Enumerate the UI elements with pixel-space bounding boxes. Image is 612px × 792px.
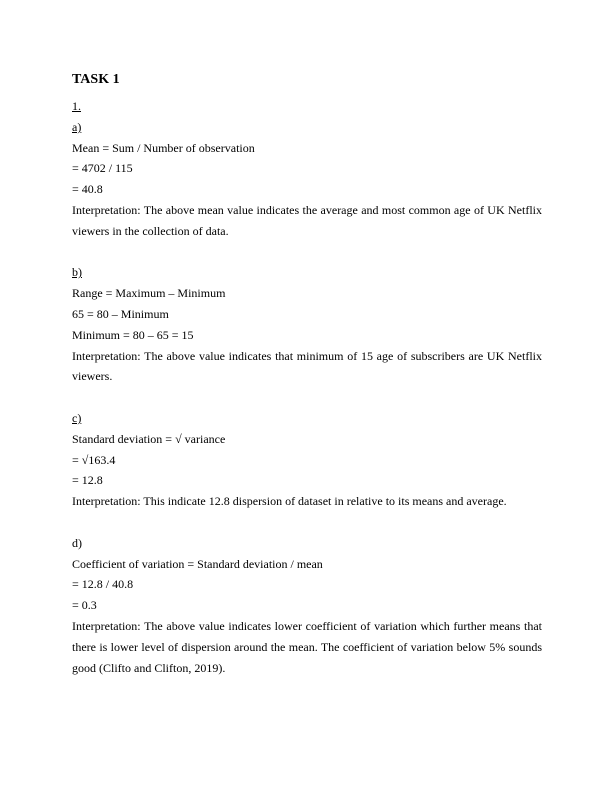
section-d-interpretation: Interpretation: The above value indicates lower coefficient of variation which further means that there is lower level of dispersion around the mean. The coefficient of variation below 5% sounds good (Clifto and Clifton, 2019). bbox=[72, 618, 542, 675]
document-page bbox=[72, 70, 542, 678]
section-c-step-1: = √163.4 bbox=[72, 452, 116, 467]
spacer bbox=[72, 387, 542, 408]
section-b-step-1: 65 = 80 – Minimum bbox=[72, 306, 169, 321]
section-c-interpretation: Interpretation: This indicate 12.8 dispersion of dataset in relative to its means and average. bbox=[72, 494, 507, 509]
section-d-result: = 0.3 bbox=[72, 598, 97, 613]
section-a-label: a) bbox=[72, 119, 82, 134]
section-c-formula: Standard deviation = √ variance bbox=[72, 431, 226, 446]
section-b-interpretation: Interpretation: The above value indicates that minimum of 15 age of subscribers are UK Netflix viewers. bbox=[72, 348, 542, 384]
section-d-label: d) bbox=[72, 535, 82, 550]
section-a-formula: Mean = Sum / Number of observation bbox=[72, 140, 255, 155]
section-b-result: Minimum = 80 – 65 = 15 bbox=[72, 327, 194, 342]
section-b-label: b) bbox=[72, 265, 82, 280]
spacer bbox=[72, 512, 542, 533]
section-a-step-1: = 4702 / 115 bbox=[72, 161, 133, 176]
section-d-formula: Coefficient of variation = Standard deviation / mean bbox=[72, 556, 323, 571]
section-a-result: = 40.8 bbox=[72, 182, 103, 197]
section-a-interpretation: Interpretation: The above mean value indicates the average and most common age of UK Netflix viewers in the collection of data. bbox=[72, 202, 542, 238]
spacer bbox=[72, 242, 542, 263]
question-number: 1. bbox=[72, 99, 81, 113]
task-heading: TASK 1 bbox=[72, 72, 120, 87]
section-c-result: = 12.8 bbox=[72, 473, 103, 488]
section-d-step-1: = 12.8 / 40.8 bbox=[72, 577, 134, 592]
section-c-label: c) bbox=[72, 410, 82, 425]
section-b-formula: Range = Maximum – Minimum bbox=[72, 286, 226, 301]
